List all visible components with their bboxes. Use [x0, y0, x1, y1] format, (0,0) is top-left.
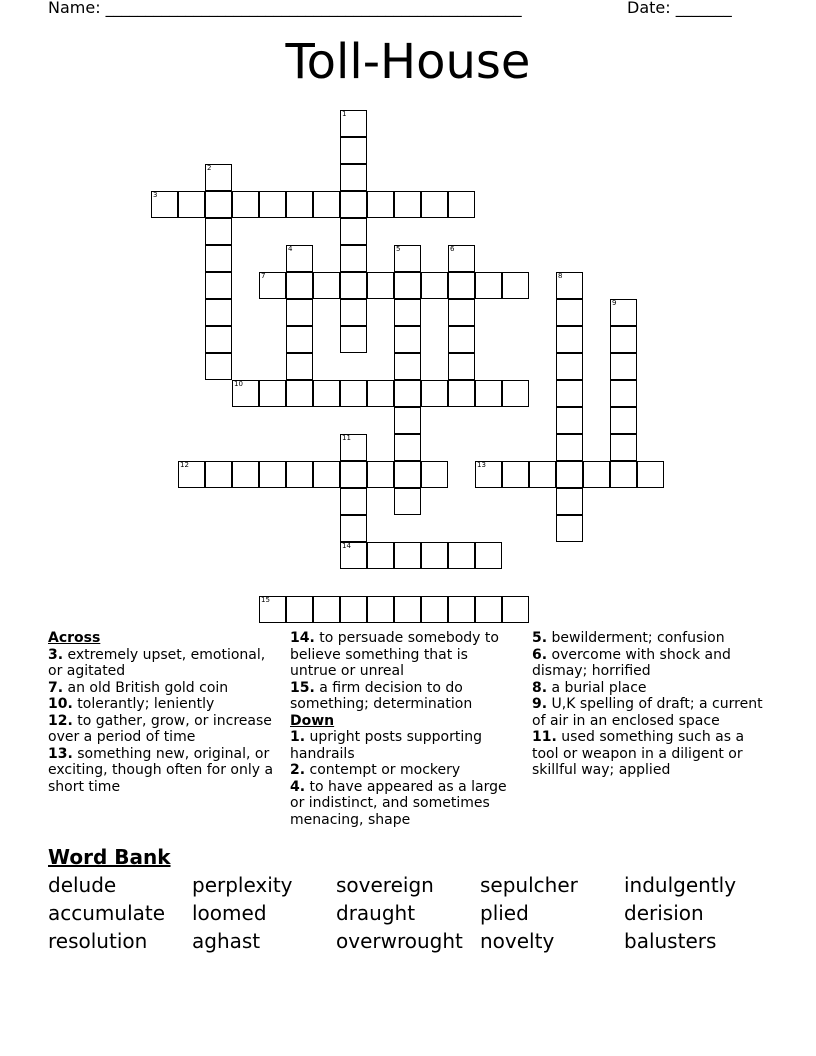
crossword-cell[interactable] — [448, 245, 475, 272]
crossword-cell[interactable] — [556, 272, 583, 299]
clue-item — [290, 680, 516, 713]
crossword-cell[interactable] — [394, 272, 421, 299]
crossword-cell[interactable] — [394, 542, 421, 569]
crossword-cell[interactable] — [340, 380, 367, 407]
crossword-cell[interactable] — [340, 488, 367, 515]
crossword-cell[interactable] — [340, 191, 367, 218]
clue-number-label: 11. — [532, 729, 557, 745]
across-heading: Across — [48, 630, 101, 646]
word-bank-item: plied — [480, 901, 529, 925]
crossword-cell[interactable] — [259, 596, 286, 623]
crossword-cell[interactable] — [394, 434, 421, 461]
clue-text: a firm decision to do something; determination — [290, 679, 473, 712]
crossword-cell[interactable] — [232, 380, 259, 407]
word-bank-item: novelty — [480, 929, 555, 953]
crossword-cell[interactable] — [610, 434, 637, 461]
crossword-cell[interactable] — [286, 191, 313, 218]
clue-item — [532, 729, 764, 779]
clue-item — [290, 762, 516, 779]
crossword-cell[interactable] — [286, 326, 313, 353]
clue-item — [532, 647, 764, 680]
clue-number: 15 — [261, 596, 270, 604]
crossword-cell[interactable] — [178, 191, 205, 218]
clue-item — [48, 696, 276, 713]
clue-item — [48, 746, 276, 796]
clue-number: 11 — [342, 434, 351, 442]
crossword-cell[interactable] — [394, 326, 421, 353]
crossword-cell[interactable] — [232, 461, 259, 488]
clue-number-label: 3. — [48, 646, 64, 663]
crossword-cell[interactable] — [205, 218, 232, 245]
crossword-cell[interactable] — [205, 461, 232, 488]
crossword-cell[interactable] — [637, 461, 664, 488]
word-bank-item: perplexity — [192, 873, 293, 897]
clue-text: extremely upset, emotional, or agitated — [48, 646, 266, 679]
clue-item — [532, 630, 764, 647]
crossword-cell[interactable] — [448, 596, 475, 623]
clue-number-label: 15. — [290, 679, 315, 696]
crossword-cell[interactable] — [205, 245, 232, 272]
crossword-cell[interactable] — [205, 191, 232, 218]
crossword-cell[interactable] — [286, 380, 313, 407]
crossword-cell[interactable] — [286, 299, 313, 326]
crossword-cell[interactable] — [556, 380, 583, 407]
crossword-cell[interactable] — [286, 596, 313, 623]
crossword-cell[interactable] — [421, 596, 448, 623]
crossword-cell[interactable] — [340, 272, 367, 299]
crossword-cell[interactable] — [556, 299, 583, 326]
crossword-cell[interactable] — [205, 299, 232, 326]
word-bank-item: draught — [336, 901, 416, 925]
clue-text: a burial place — [547, 679, 647, 696]
crossword-cell[interactable] — [340, 434, 367, 461]
crossword-cell[interactable] — [313, 596, 340, 623]
crossword-cell[interactable] — [556, 353, 583, 380]
clue-number: 9 — [612, 299, 617, 307]
crossword-cell[interactable] — [394, 299, 421, 326]
clue-number-label: 5. — [532, 630, 548, 646]
crossword-cell[interactable] — [394, 461, 421, 488]
crossword-cell[interactable] — [610, 353, 637, 380]
crossword-cell[interactable] — [448, 299, 475, 326]
crossword-cell[interactable] — [448, 272, 475, 299]
clue-column-3 — [532, 630, 764, 779]
clue-text: U,K spelling of draft; a current of air in an enclosed space — [532, 696, 763, 729]
crossword-cell[interactable] — [448, 542, 475, 569]
crossword-cell[interactable] — [583, 461, 610, 488]
clue-number-label: 9. — [532, 696, 548, 712]
crossword-cell[interactable] — [556, 434, 583, 461]
crossword-cell[interactable] — [448, 353, 475, 380]
crossword-cell[interactable] — [286, 353, 313, 380]
crossword-cell[interactable] — [340, 218, 367, 245]
clue-number-label: 13. — [48, 745, 73, 762]
clue-number-label: 1. — [290, 729, 306, 745]
crossword-cell[interactable] — [394, 353, 421, 380]
word-bank-item: indulgently — [624, 873, 737, 897]
crossword-cell[interactable] — [448, 191, 475, 218]
page-title: Toll-House — [285, 34, 531, 90]
crossword-cell[interactable] — [502, 272, 529, 299]
crossword-cell[interactable] — [259, 380, 286, 407]
word-bank-item: accumulate — [48, 901, 166, 925]
clue-number-label: 4. — [290, 778, 306, 795]
word-bank-item: balusters — [624, 929, 717, 953]
word-bank-item: loomed — [192, 901, 267, 925]
clue-item — [48, 680, 276, 697]
crossword-cell[interactable] — [367, 191, 394, 218]
crossword-cell[interactable] — [367, 596, 394, 623]
clue-number: 3 — [153, 191, 158, 199]
clue-item — [532, 696, 764, 729]
crossword-cell[interactable] — [610, 407, 637, 434]
crossword-cell[interactable] — [340, 542, 367, 569]
crossword-cell[interactable] — [259, 272, 286, 299]
crossword-cell[interactable] — [178, 461, 205, 488]
crossword-cell[interactable] — [394, 245, 421, 272]
clue-number-label: 12. — [48, 712, 73, 729]
word-bank-item: sovereign — [336, 873, 434, 897]
crossword-cell[interactable] — [259, 191, 286, 218]
clue-item — [48, 713, 276, 746]
date-field-label: Date: _______ — [627, 0, 732, 17]
word-bank-item: aghast — [192, 929, 261, 953]
crossword-cell[interactable] — [394, 191, 421, 218]
clue-text: overcome with shock and dismay; horrified — [532, 646, 731, 679]
crossword-cell[interactable] — [610, 299, 637, 326]
crossword-cell[interactable] — [313, 272, 340, 299]
crossword-cell[interactable] — [340, 461, 367, 488]
word-bank-item: resolution — [48, 929, 148, 953]
word-bank-item: derision — [624, 901, 704, 925]
crossword-cell[interactable] — [259, 461, 286, 488]
crossword-cell[interactable] — [475, 380, 502, 407]
crossword-cell[interactable] — [421, 272, 448, 299]
clue-number: 12 — [180, 461, 189, 469]
clue-number: 5 — [396, 245, 401, 253]
clue-number: 14 — [342, 542, 351, 550]
crossword-cell[interactable] — [367, 542, 394, 569]
crossword-cell[interactable] — [340, 137, 367, 164]
clue-text: something new, original, or exciting, though often for only a short time — [48, 745, 274, 795]
crossword-cell[interactable] — [502, 596, 529, 623]
crossword-cell[interactable] — [151, 191, 178, 218]
down-heading: Down — [290, 712, 335, 729]
clue-item — [290, 630, 516, 680]
crossword-cell[interactable] — [421, 461, 448, 488]
crossword-cell[interactable] — [502, 461, 529, 488]
clue-item — [290, 779, 516, 829]
crossword-cell[interactable] — [529, 461, 556, 488]
crossword-cell[interactable] — [286, 272, 313, 299]
clue-number-label: 2. — [290, 762, 306, 778]
crossword-cell[interactable] — [556, 326, 583, 353]
crossword-cell[interactable] — [421, 542, 448, 569]
crossword-cell[interactable] — [394, 488, 421, 515]
crossword-cell[interactable] — [205, 272, 232, 299]
name-field-label: Name: ____________________________________________________ — [48, 0, 522, 17]
crossword-cell[interactable] — [367, 461, 394, 488]
crossword-cell[interactable] — [475, 461, 502, 488]
crossword-cell[interactable] — [340, 110, 367, 137]
clue-text: upright posts supporting handrails — [290, 729, 482, 762]
word-bank-item: overwrought — [336, 929, 463, 953]
clue-item — [532, 680, 764, 697]
clue-number: 13 — [477, 461, 486, 469]
crossword-cell[interactable] — [475, 542, 502, 569]
clue-text: to persuade somebody to believe something that is untrue or unreal — [290, 630, 499, 679]
crossword-cell[interactable] — [367, 272, 394, 299]
crossword-cell[interactable] — [448, 380, 475, 407]
crossword-cell[interactable] — [556, 461, 583, 488]
crossword-cell[interactable] — [232, 191, 259, 218]
word-bank-title: Word Bank — [48, 845, 171, 869]
crossword-cell[interactable] — [556, 515, 583, 542]
clue-number: 2 — [207, 164, 212, 172]
word-bank-item: sepulcher — [480, 873, 578, 897]
crossword-cell[interactable] — [367, 380, 394, 407]
crossword-cell[interactable] — [394, 380, 421, 407]
crossword-cell[interactable] — [340, 596, 367, 623]
crossword-cell[interactable] — [205, 353, 232, 380]
clue-item — [290, 729, 516, 762]
crossword-cell[interactable] — [313, 461, 340, 488]
crossword-cell[interactable] — [448, 326, 475, 353]
crossword-cell[interactable] — [340, 515, 367, 542]
crossword-cell[interactable] — [313, 191, 340, 218]
crossword-cell[interactable] — [475, 596, 502, 623]
crossword-cell[interactable] — [313, 380, 340, 407]
crossword-cell[interactable] — [205, 326, 232, 353]
crossword-cell[interactable] — [394, 407, 421, 434]
clue-number-label: 14. — [290, 630, 315, 646]
clue-text: an old British gold coin — [63, 679, 229, 696]
crossword-cell[interactable] — [421, 191, 448, 218]
clue-number-label: 7. — [48, 679, 64, 696]
crossword-cell[interactable] — [610, 461, 637, 488]
crossword-cell[interactable] — [556, 407, 583, 434]
crossword-cell[interactable] — [340, 326, 367, 353]
crossword-cell[interactable] — [610, 380, 637, 407]
clue-number: 1 — [342, 110, 347, 118]
crossword-cell[interactable] — [286, 461, 313, 488]
crossword-cell[interactable] — [394, 596, 421, 623]
clue-number: 6 — [450, 245, 455, 253]
clue-text: tolerantly; leniently — [72, 696, 215, 712]
crossword-cell[interactable] — [610, 326, 637, 353]
clue-text: used something such as a tool or weapon in a diligent or skillful way; applied — [532, 729, 745, 778]
crossword-cell[interactable] — [286, 245, 313, 272]
clue-text: to have appeared as a large or indistinct, and sometimes menacing, shape — [290, 778, 507, 828]
clue-number: 4 — [288, 245, 293, 253]
crossword-cell[interactable] — [421, 380, 448, 407]
clue-number: 10 — [234, 380, 243, 388]
clue-item — [48, 647, 276, 680]
crossword-cell[interactable] — [340, 164, 367, 191]
clue-text: to gather, grow, or increase over a period of time — [48, 712, 272, 745]
clue-number: 7 — [261, 272, 266, 280]
clue-number-label: 6. — [532, 646, 548, 663]
crossword-cell[interactable] — [475, 272, 502, 299]
clue-column-1 — [48, 630, 276, 795]
clue-column-2 — [290, 630, 516, 828]
crossword-cell[interactable] — [340, 299, 367, 326]
clue-number: 8 — [558, 272, 563, 280]
clue-number-label: 8. — [532, 679, 548, 696]
word-bank-item: delude — [48, 873, 117, 897]
crossword-cell[interactable] — [556, 488, 583, 515]
crossword-cell[interactable] — [340, 245, 367, 272]
clue-number-label: 10. — [48, 696, 73, 712]
crossword-cell[interactable] — [205, 164, 232, 191]
clue-text: bewilderment; confusion — [547, 630, 725, 646]
crossword-cell[interactable] — [502, 380, 529, 407]
clue-text: contempt or mockery — [305, 762, 461, 778]
